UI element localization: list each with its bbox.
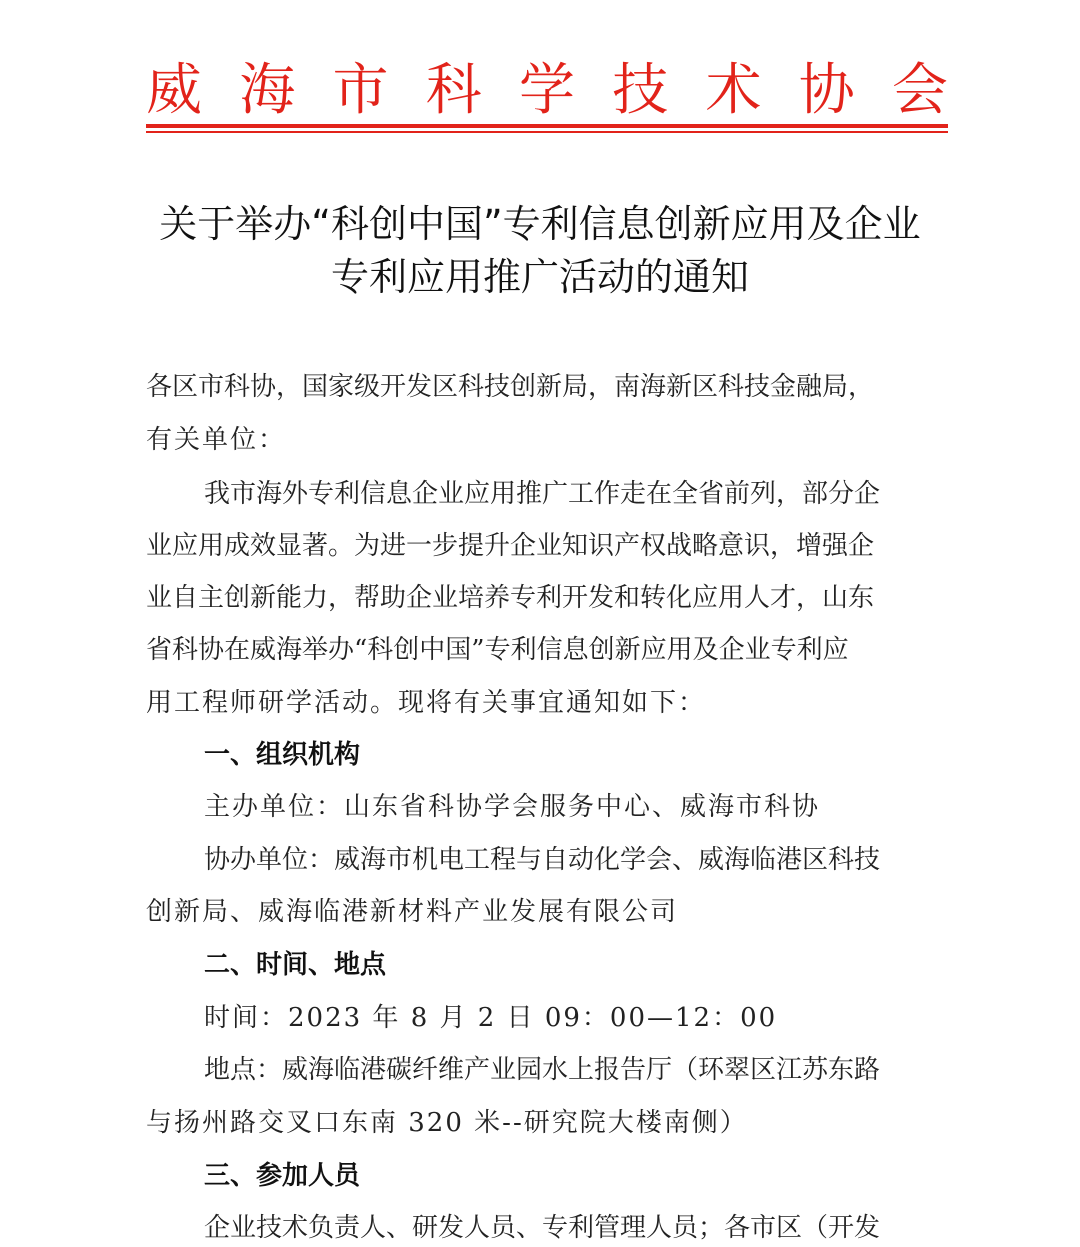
intro-line-2: 业应用成效显著。为进一步提升企业知识产权战略意识，增强企: [146, 531, 875, 561]
org-name-char: 学: [519, 58, 575, 123]
section-heading-time-place: 二、时间、地点: [204, 950, 387, 980]
org-name-char: 会: [892, 58, 948, 123]
section-heading-participants: 三、参加人员: [204, 1161, 361, 1191]
org-name-char: 协: [798, 58, 855, 123]
section-heading-organization: 一、组织机构: [204, 740, 361, 770]
document-title-line-1: 关于举办“科创中国”专利信息创新应用及企业: [159, 202, 921, 246]
intro-line-5: 用工程师研学活动。现将有关事宜通知如下：: [146, 688, 707, 718]
place-line-1: 地点：威海临港碳纤维产业园水上报告厅（环翠区江苏东路: [204, 1055, 881, 1085]
org-name-char: 技: [612, 58, 669, 123]
recipients-line-2: 有关单位：: [146, 425, 287, 455]
org-name-char: 术: [705, 58, 762, 123]
place-line-2: 与扬州路交叉口东南 320 米--研究院大楼南侧）: [146, 1108, 748, 1138]
org-name-char: 科: [425, 58, 482, 123]
header-divider-thick: [146, 124, 948, 128]
intro-line-1: 我市海外专利信息企业应用推广工作走在全省前列，部分企: [204, 479, 881, 509]
org-name-char: 威: [146, 58, 202, 123]
host-units-line: 主办单位：山东省科协学会服务中心、威海市科协: [204, 792, 821, 822]
co-host-units-line-2: 创新局、威海临港新材料产业发展有限公司: [146, 897, 679, 927]
co-host-units-line-1: 协办单位：威海市机电工程与自动化学会、威海临港区科技: [204, 845, 881, 875]
recipients-line-1: 各区市科协，国家级开发区科技创新局，南海新区科技金融局，: [146, 372, 875, 402]
org-name-char: 海: [239, 58, 296, 123]
organization-name: [146, 56, 948, 126]
intro-line-4: 省科协在威海举办“科创中国”专利信息创新应用及企业专利应: [146, 635, 849, 665]
org-name-char: 市: [332, 58, 389, 123]
time-line: 时间：2023 年 8 月 2 日 09：00—12：00: [204, 1003, 778, 1033]
document-title-line-2: 专利应用推广活动的通知: [330, 255, 749, 299]
header-divider-thin: [146, 131, 948, 133]
participants-line-1: 企业技术负责人、研发人员、专利管理人员；各市区（开发: [204, 1213, 881, 1243]
intro-line-3: 业自主创新能力，帮助企业培养专利开发和转化应用人才，山东: [146, 583, 875, 613]
